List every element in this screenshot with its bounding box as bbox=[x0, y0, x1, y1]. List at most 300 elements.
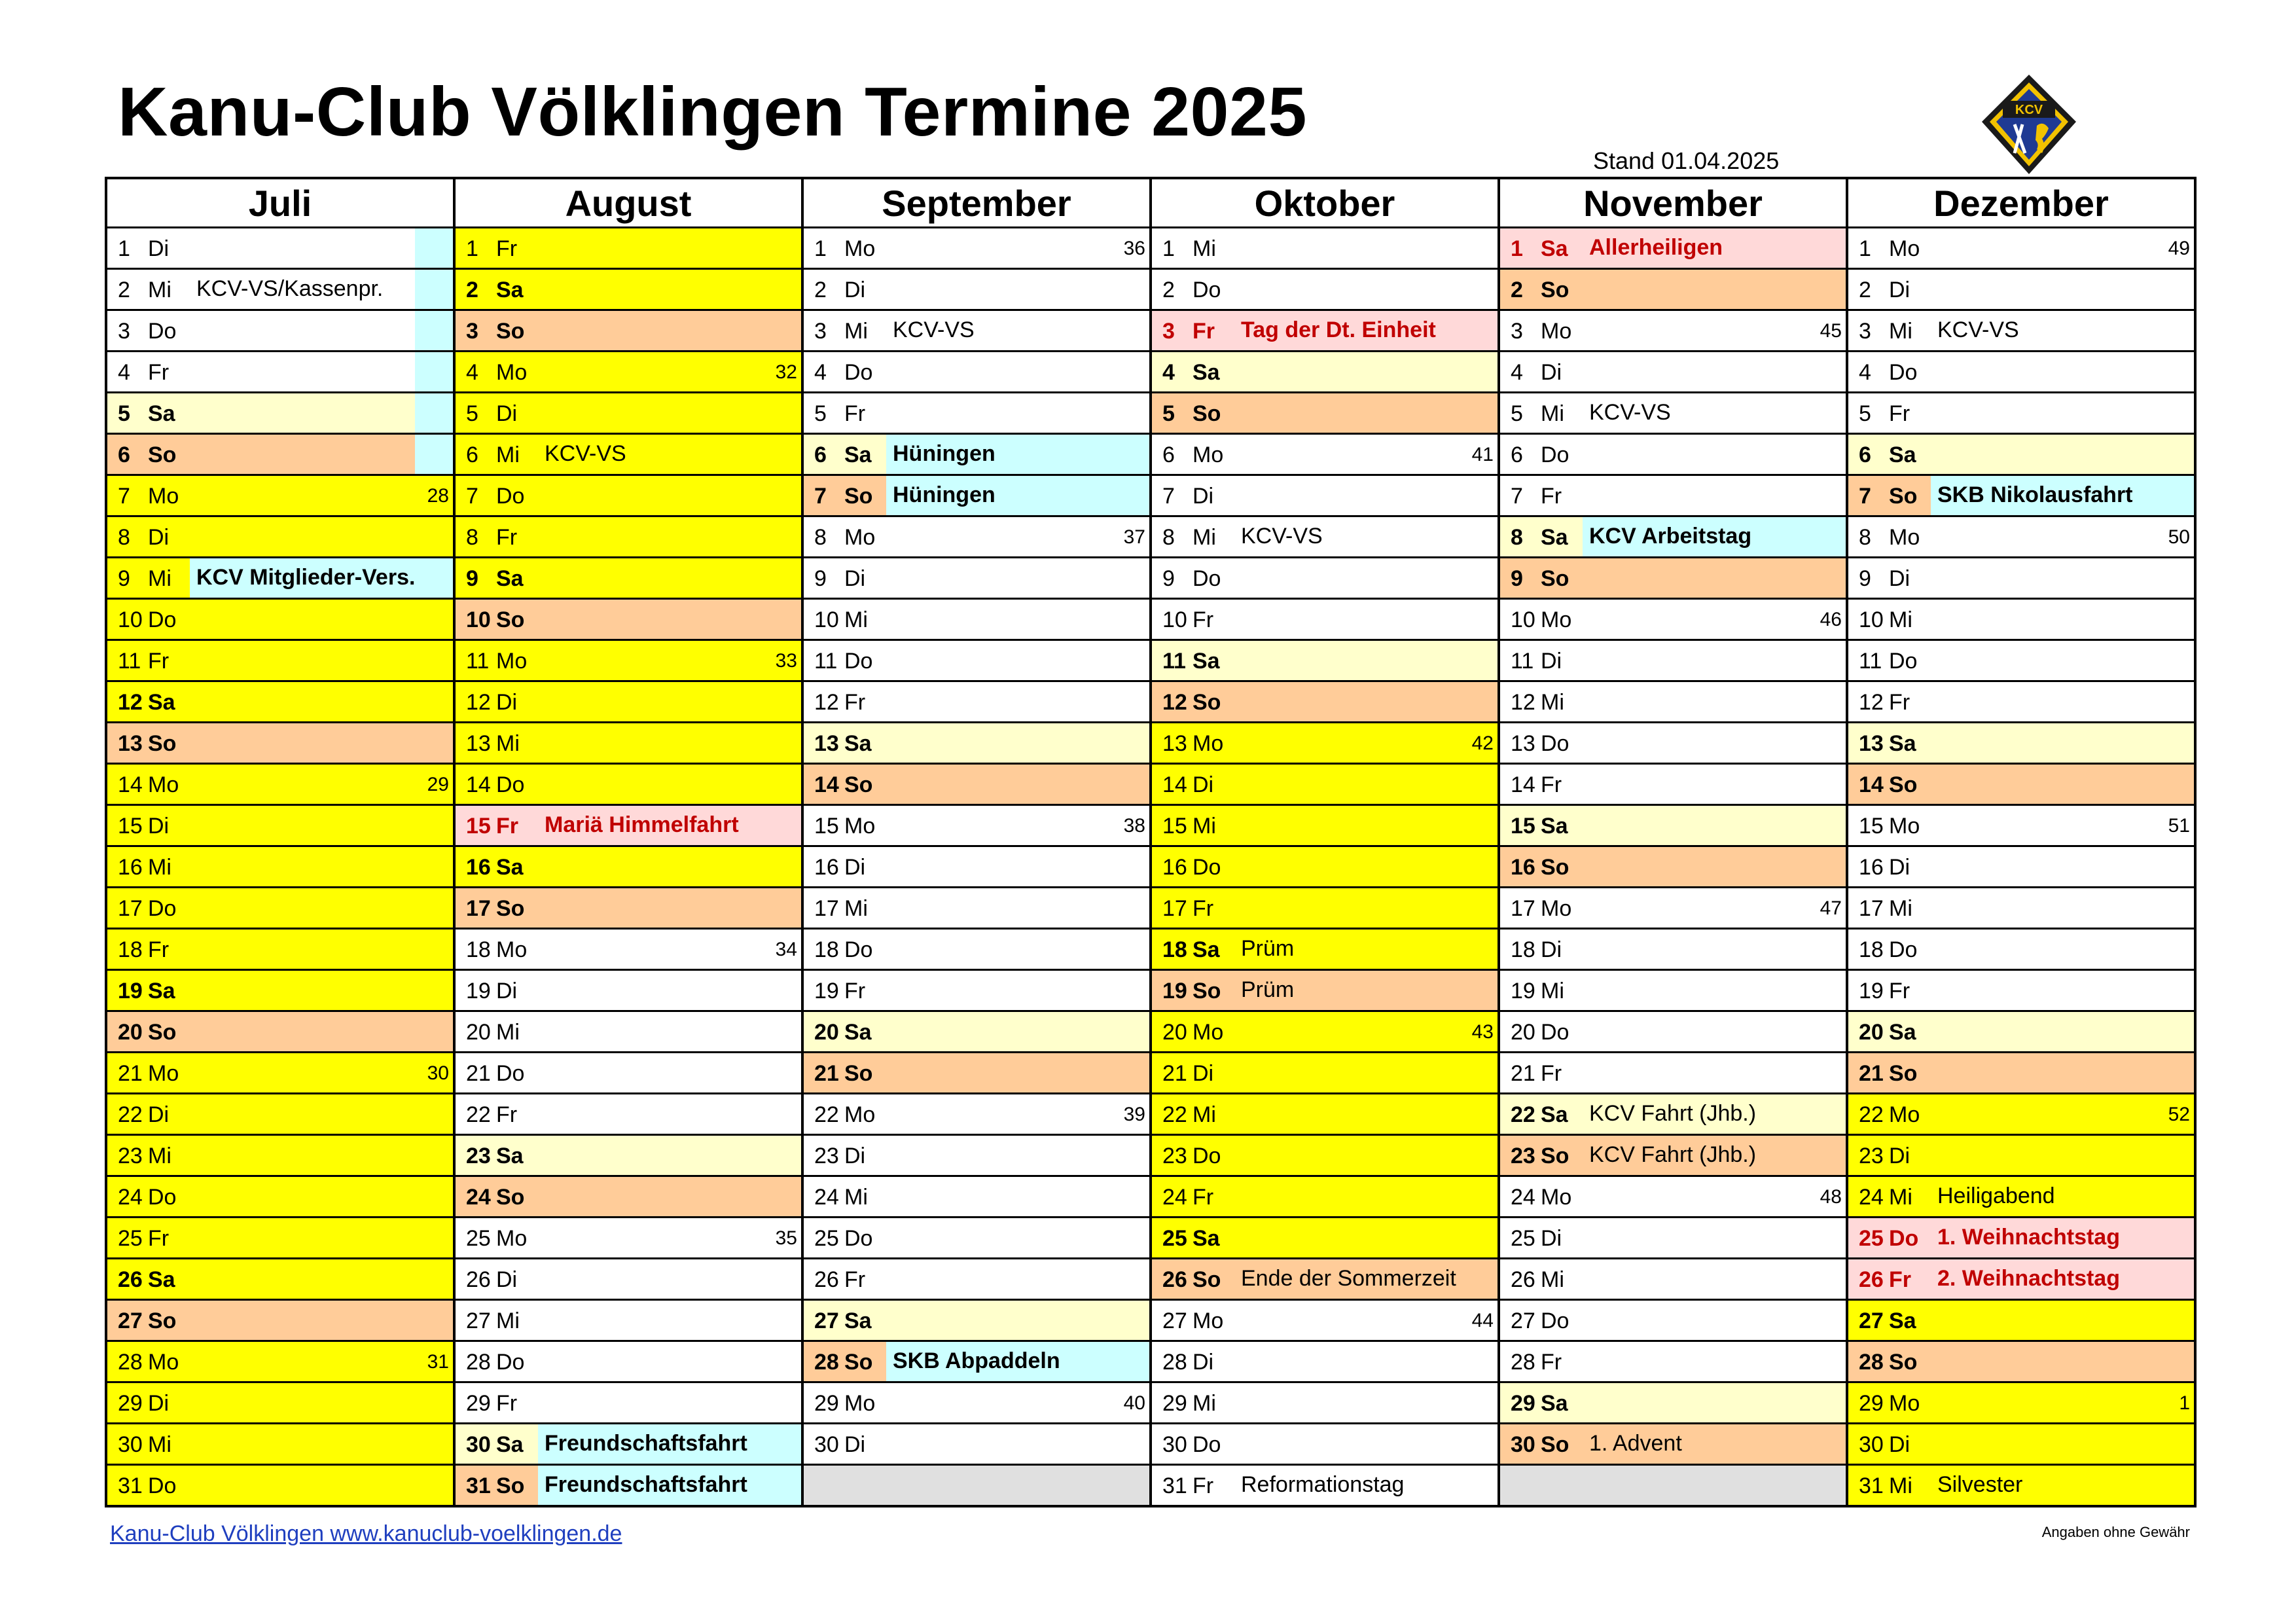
week-number: 50 bbox=[2168, 526, 2190, 548]
day-number: 21 bbox=[1511, 1061, 1535, 1086]
day-cell[interactable] bbox=[106, 888, 454, 929]
day-row bbox=[106, 228, 2195, 269]
day-cell[interactable] bbox=[1499, 1259, 1847, 1300]
day-cell[interactable] bbox=[1151, 475, 1499, 516]
day-number: 15 bbox=[1511, 814, 1535, 839]
day-cell[interactable] bbox=[1499, 558, 1847, 599]
event-label: KCV-VS bbox=[1589, 400, 1671, 425]
calendar-table bbox=[105, 177, 2197, 1507]
week-number: 48 bbox=[1820, 1186, 1842, 1208]
day-number: 26 bbox=[814, 1267, 839, 1292]
day-row bbox=[106, 1053, 2195, 1094]
event-label: KCV-VS bbox=[1241, 524, 1323, 549]
day-number: 24 bbox=[1859, 1185, 1884, 1210]
day-cell[interactable] bbox=[1151, 558, 1499, 599]
day-cell[interactable] bbox=[1847, 228, 2195, 269]
day-cell[interactable] bbox=[1151, 970, 1499, 1011]
weekday-label: So bbox=[1193, 1267, 1221, 1292]
day-number: 3 bbox=[1162, 319, 1175, 344]
day-number: 24 bbox=[1511, 1185, 1535, 1210]
day-cell[interactable] bbox=[106, 640, 454, 681]
day-cell[interactable] bbox=[106, 929, 454, 970]
day-number: 7 bbox=[1162, 484, 1175, 509]
day-cell[interactable] bbox=[1151, 269, 1499, 310]
day-cell[interactable] bbox=[802, 888, 1151, 929]
day-cell[interactable] bbox=[106, 1011, 454, 1053]
day-cell[interactable] bbox=[106, 269, 454, 310]
weekday-label: Mi bbox=[496, 442, 520, 467]
weekday-label: Mo bbox=[1541, 1185, 1572, 1210]
day-number: 21 bbox=[1859, 1061, 1884, 1086]
day-number: 3 bbox=[814, 319, 827, 344]
day-cell[interactable] bbox=[802, 846, 1151, 888]
day-cell[interactable] bbox=[454, 640, 802, 681]
weekday-label: Fr bbox=[1889, 690, 1910, 715]
day-cell[interactable] bbox=[1499, 888, 1847, 929]
day-cell[interactable] bbox=[1151, 1465, 1499, 1507]
day-number: 29 bbox=[1162, 1391, 1187, 1416]
weekday-label: Mo bbox=[844, 236, 876, 261]
day-number: 5 bbox=[118, 401, 130, 426]
day-cell[interactable] bbox=[1151, 1424, 1499, 1465]
day-cell[interactable] bbox=[454, 970, 802, 1011]
footer-link[interactable]: Kanu-Club Völklingen www.kanuclub-voelklingen.de bbox=[110, 1521, 622, 1546]
day-cell[interactable] bbox=[106, 846, 454, 888]
kcv-shield-logo bbox=[1977, 72, 2081, 177]
day-number: 27 bbox=[466, 1308, 491, 1333]
day-cell[interactable] bbox=[802, 1341, 1151, 1382]
weekday-label: Mo bbox=[1193, 1020, 1224, 1045]
day-cell[interactable] bbox=[106, 970, 454, 1011]
day-cell[interactable] bbox=[1499, 764, 1847, 805]
day-cell[interactable] bbox=[1847, 1300, 2195, 1341]
weekday-label: Fr bbox=[1889, 979, 1910, 1003]
day-cell[interactable] bbox=[1847, 1011, 2195, 1053]
day-cell[interactable] bbox=[1151, 1053, 1499, 1094]
day-cell[interactable] bbox=[454, 1218, 802, 1259]
day-cell[interactable] bbox=[802, 1424, 1151, 1465]
day-cell[interactable] bbox=[1847, 393, 2195, 434]
day-cell[interactable] bbox=[454, 1465, 802, 1507]
day-number: 16 bbox=[814, 855, 839, 880]
day-number: 18 bbox=[466, 937, 491, 962]
day-cell[interactable] bbox=[106, 516, 454, 558]
day-cell[interactable] bbox=[106, 475, 454, 516]
day-cell[interactable] bbox=[454, 434, 802, 475]
day-cell[interactable] bbox=[802, 1176, 1151, 1218]
weekday-label: Sa bbox=[496, 855, 524, 880]
day-cell[interactable] bbox=[1151, 929, 1499, 970]
day-number: 5 bbox=[1859, 401, 1871, 426]
day-cell[interactable] bbox=[1151, 764, 1499, 805]
day-row bbox=[106, 1011, 2195, 1053]
day-cell[interactable] bbox=[454, 269, 802, 310]
day-cell[interactable] bbox=[1151, 516, 1499, 558]
day-cell[interactable] bbox=[454, 805, 802, 846]
day-cell[interactable] bbox=[802, 681, 1151, 723]
day-cell[interactable] bbox=[1499, 1135, 1847, 1176]
weekday-label: Mo bbox=[1193, 731, 1224, 756]
day-cell[interactable] bbox=[1847, 1176, 2195, 1218]
weekday-label: Fr bbox=[844, 401, 866, 426]
day-cell[interactable] bbox=[106, 805, 454, 846]
day-number: 3 bbox=[1511, 319, 1523, 344]
day-number: 1 bbox=[1859, 236, 1871, 261]
day-cell[interactable] bbox=[454, 1135, 802, 1176]
day-cell[interactable] bbox=[454, 723, 802, 764]
day-cell[interactable] bbox=[1847, 681, 2195, 723]
weekday-label: Mo bbox=[496, 649, 528, 674]
day-cell[interactable] bbox=[1151, 310, 1499, 352]
day-cell[interactable] bbox=[106, 1341, 454, 1382]
day-cell[interactable] bbox=[1151, 1011, 1499, 1053]
weekday-label: Mi bbox=[844, 896, 868, 921]
day-number: 22 bbox=[1162, 1102, 1187, 1127]
day-cell[interactable] bbox=[1847, 970, 2195, 1011]
weekday-label: Fr bbox=[1541, 1061, 1562, 1086]
day-cell[interactable] bbox=[1499, 846, 1847, 888]
weekday-label: Mi bbox=[496, 731, 520, 756]
event-label: SKB Abpaddeln bbox=[893, 1348, 1060, 1373]
day-cell[interactable] bbox=[1151, 640, 1499, 681]
day-number: 8 bbox=[1859, 525, 1871, 550]
day-row bbox=[106, 970, 2195, 1011]
event-strip bbox=[415, 352, 453, 391]
event-strip bbox=[415, 311, 453, 350]
weekday-label: Di bbox=[496, 690, 518, 715]
day-number: 10 bbox=[1511, 607, 1535, 632]
weekday-label: Mo bbox=[1193, 1308, 1224, 1333]
day-cell[interactable] bbox=[1847, 434, 2195, 475]
day-cell[interactable] bbox=[1847, 846, 2195, 888]
week-number: 51 bbox=[2168, 815, 2190, 837]
day-cell[interactable] bbox=[1151, 846, 1499, 888]
day-cell[interactable] bbox=[106, 1135, 454, 1176]
day-cell[interactable] bbox=[454, 558, 802, 599]
day-cell[interactable] bbox=[1847, 516, 2195, 558]
day-cell[interactable] bbox=[802, 228, 1151, 269]
day-cell[interactable] bbox=[1847, 640, 2195, 681]
day-number: 8 bbox=[1162, 525, 1175, 550]
day-cell[interactable] bbox=[454, 228, 802, 269]
day-cell[interactable] bbox=[802, 723, 1151, 764]
day-cell[interactable] bbox=[106, 1053, 454, 1094]
day-cell[interactable] bbox=[802, 599, 1151, 640]
week-number: 45 bbox=[1820, 320, 1842, 342]
day-cell[interactable] bbox=[1847, 1094, 2195, 1135]
day-number: 24 bbox=[466, 1185, 491, 1210]
day-cell[interactable] bbox=[802, 1218, 1151, 1259]
day-cell[interactable] bbox=[454, 1053, 802, 1094]
day-cell[interactable] bbox=[1847, 1382, 2195, 1424]
day-cell[interactable] bbox=[106, 1259, 454, 1300]
day-cell[interactable] bbox=[802, 764, 1151, 805]
weekday-label: Do bbox=[1541, 731, 1570, 756]
day-cell[interactable] bbox=[1847, 475, 2195, 516]
weekday-label: Do bbox=[496, 484, 525, 509]
day-number: 12 bbox=[466, 690, 491, 715]
weekday-label: Sa bbox=[1889, 1308, 1916, 1333]
day-cell[interactable] bbox=[802, 352, 1151, 393]
day-cell[interactable] bbox=[1499, 599, 1847, 640]
day-cell[interactable] bbox=[1151, 228, 1499, 269]
day-cell[interactable] bbox=[1847, 352, 2195, 393]
event-label: KCV-VS bbox=[1937, 317, 2019, 342]
day-cell[interactable] bbox=[454, 599, 802, 640]
day-cell[interactable] bbox=[454, 352, 802, 393]
day-cell[interactable] bbox=[1847, 723, 2195, 764]
day-cell[interactable] bbox=[802, 929, 1151, 970]
day-cell[interactable] bbox=[454, 475, 802, 516]
weekday-label: So bbox=[148, 442, 177, 467]
weekday-label: Do bbox=[844, 937, 873, 962]
day-number: 26 bbox=[118, 1267, 143, 1292]
day-cell[interactable] bbox=[1499, 434, 1847, 475]
day-cell[interactable] bbox=[1499, 805, 1847, 846]
day-cell[interactable] bbox=[1847, 888, 2195, 929]
weekday-label: Di bbox=[844, 278, 866, 302]
day-cell[interactable] bbox=[802, 1259, 1151, 1300]
day-number: 10 bbox=[814, 607, 839, 632]
day-cell[interactable] bbox=[1499, 1218, 1847, 1259]
week-number: 46 bbox=[1820, 609, 1842, 630]
day-cell[interactable] bbox=[1151, 1094, 1499, 1135]
day-cell[interactable] bbox=[1151, 888, 1499, 929]
day-cell[interactable] bbox=[106, 1176, 454, 1218]
day-number: 8 bbox=[118, 525, 130, 550]
day-cell[interactable] bbox=[1499, 929, 1847, 970]
day-cell[interactable] bbox=[1847, 764, 2195, 805]
day-number: 27 bbox=[814, 1308, 839, 1333]
day-cell[interactable] bbox=[1499, 352, 1847, 393]
day-cell[interactable] bbox=[802, 1135, 1151, 1176]
day-cell[interactable] bbox=[1499, 1382, 1847, 1424]
day-row bbox=[106, 1176, 2195, 1218]
day-cell[interactable] bbox=[106, 1300, 454, 1341]
day-number: 6 bbox=[814, 442, 827, 467]
event-label: Ende der Sommerzeit bbox=[1241, 1266, 1456, 1291]
day-number: 8 bbox=[1511, 525, 1523, 550]
event-label: KCV Fahrt (Jhb.) bbox=[1589, 1142, 1757, 1167]
day-cell[interactable] bbox=[1847, 599, 2195, 640]
day-number: 14 bbox=[1162, 772, 1187, 797]
month-header-september: September bbox=[802, 178, 1151, 228]
day-cell[interactable] bbox=[454, 1382, 802, 1424]
weekday-label: Mo bbox=[1541, 896, 1572, 921]
weekday-label: Mi bbox=[148, 566, 171, 591]
day-cell[interactable] bbox=[106, 352, 454, 393]
day-cell[interactable] bbox=[454, 1011, 802, 1053]
day-cell[interactable] bbox=[1847, 1135, 2195, 1176]
weekday-label: Sa bbox=[496, 278, 524, 302]
day-cell[interactable] bbox=[1499, 228, 1847, 269]
day-cell[interactable] bbox=[106, 310, 454, 352]
day-cell[interactable] bbox=[106, 1382, 454, 1424]
day-cell[interactable] bbox=[106, 393, 454, 434]
day-cell[interactable] bbox=[106, 723, 454, 764]
day-row bbox=[106, 475, 2195, 516]
day-row bbox=[106, 558, 2195, 599]
day-number: 23 bbox=[814, 1144, 839, 1168]
day-row bbox=[106, 805, 2195, 846]
day-cell[interactable] bbox=[802, 1094, 1151, 1135]
day-cell[interactable] bbox=[1847, 269, 2195, 310]
day-cell[interactable] bbox=[1847, 1424, 2195, 1465]
day-cell[interactable] bbox=[1499, 310, 1847, 352]
day-cell[interactable] bbox=[1151, 434, 1499, 475]
day-cell[interactable] bbox=[106, 434, 454, 475]
day-cell[interactable] bbox=[1499, 1424, 1847, 1465]
day-cell[interactable] bbox=[454, 1341, 802, 1382]
weekday-label: Di bbox=[1541, 1226, 1562, 1251]
weekday-label: Fr bbox=[148, 1226, 170, 1251]
weekday-label: Fr bbox=[496, 236, 518, 261]
day-number: 16 bbox=[466, 855, 491, 880]
day-cell[interactable] bbox=[1151, 1135, 1499, 1176]
day-cell[interactable] bbox=[454, 1424, 802, 1465]
day-cell[interactable] bbox=[1151, 599, 1499, 640]
day-cell[interactable] bbox=[106, 599, 454, 640]
day-cell[interactable] bbox=[1847, 1465, 2195, 1507]
day-cell[interactable] bbox=[454, 929, 802, 970]
event-label: Heiligabend bbox=[1937, 1183, 2055, 1208]
day-cell[interactable] bbox=[106, 1465, 454, 1507]
day-cell[interactable] bbox=[802, 269, 1151, 310]
day-cell[interactable] bbox=[802, 434, 1151, 475]
day-cell[interactable] bbox=[1499, 1300, 1847, 1341]
day-cell[interactable] bbox=[1847, 558, 2195, 599]
day-cell[interactable] bbox=[454, 846, 802, 888]
weekday-label: Mi bbox=[1541, 979, 1564, 1003]
day-cell[interactable] bbox=[1151, 723, 1499, 764]
day-cell[interactable] bbox=[1499, 1341, 1847, 1382]
weekday-label: Mo bbox=[844, 525, 876, 550]
day-number: 30 bbox=[1162, 1432, 1187, 1457]
day-cell[interactable] bbox=[454, 1176, 802, 1218]
day-number: 28 bbox=[1162, 1350, 1187, 1375]
day-cell[interactable] bbox=[106, 1094, 454, 1135]
day-cell[interactable] bbox=[1499, 640, 1847, 681]
day-cell[interactable] bbox=[454, 1259, 802, 1300]
day-cell[interactable] bbox=[1499, 393, 1847, 434]
day-number: 23 bbox=[1859, 1144, 1884, 1168]
weekday-label: Di bbox=[1541, 360, 1562, 385]
day-number: 22 bbox=[466, 1102, 491, 1127]
weekday-label: Mo bbox=[496, 1226, 528, 1251]
day-cell[interactable] bbox=[106, 558, 454, 599]
day-cell[interactable] bbox=[106, 1218, 454, 1259]
day-cell[interactable] bbox=[454, 310, 802, 352]
day-number: 3 bbox=[466, 319, 478, 344]
day-cell[interactable] bbox=[802, 970, 1151, 1011]
day-cell[interactable] bbox=[1151, 1259, 1499, 1300]
day-cell[interactable] bbox=[1151, 1341, 1499, 1382]
day-cell[interactable] bbox=[1151, 1176, 1499, 1218]
day-cell[interactable] bbox=[802, 1011, 1151, 1053]
day-row bbox=[106, 681, 2195, 723]
day-number: 26 bbox=[1511, 1267, 1535, 1292]
week-number: 43 bbox=[1471, 1021, 1494, 1043]
day-cell[interactable] bbox=[802, 640, 1151, 681]
day-cell[interactable] bbox=[802, 1300, 1151, 1341]
day-cell[interactable] bbox=[1151, 352, 1499, 393]
weekday-label: Sa bbox=[844, 1308, 872, 1333]
day-number: 7 bbox=[466, 484, 478, 509]
day-cell[interactable] bbox=[1499, 475, 1847, 516]
day-cell[interactable] bbox=[1847, 805, 2195, 846]
day-cell[interactable] bbox=[1151, 805, 1499, 846]
day-cell[interactable] bbox=[1499, 681, 1847, 723]
day-cell[interactable] bbox=[1151, 1382, 1499, 1424]
day-cell[interactable] bbox=[106, 1424, 454, 1465]
day-cell[interactable] bbox=[802, 310, 1151, 352]
day-cell[interactable] bbox=[802, 558, 1151, 599]
day-cell[interactable] bbox=[1151, 1218, 1499, 1259]
day-cell[interactable] bbox=[106, 228, 454, 269]
day-number: 24 bbox=[814, 1185, 839, 1210]
weekday-label: Do bbox=[1541, 1308, 1570, 1333]
day-number: 27 bbox=[1859, 1308, 1884, 1333]
day-cell[interactable] bbox=[1499, 516, 1847, 558]
day-cell[interactable] bbox=[1847, 310, 2195, 352]
day-cell[interactable] bbox=[454, 681, 802, 723]
day-cell[interactable] bbox=[1847, 929, 2195, 970]
day-cell[interactable] bbox=[1151, 681, 1499, 723]
weekday-label: Di bbox=[148, 1102, 170, 1127]
day-cell[interactable] bbox=[1847, 1341, 2195, 1382]
day-number: 15 bbox=[814, 814, 839, 839]
day-row bbox=[106, 1259, 2195, 1300]
day-cell[interactable] bbox=[802, 805, 1151, 846]
day-cell[interactable] bbox=[454, 764, 802, 805]
day-row bbox=[106, 929, 2195, 970]
day-cell[interactable] bbox=[1499, 970, 1847, 1011]
day-cell[interactable] bbox=[454, 516, 802, 558]
day-row bbox=[106, 1341, 2195, 1382]
day-cell[interactable] bbox=[802, 393, 1151, 434]
day-cell[interactable] bbox=[106, 681, 454, 723]
day-cell[interactable] bbox=[1499, 1176, 1847, 1218]
day-cell[interactable] bbox=[1499, 1094, 1847, 1135]
day-cell[interactable] bbox=[454, 888, 802, 929]
day-number: 13 bbox=[1162, 731, 1187, 756]
weekday-label: Sa bbox=[496, 566, 524, 591]
day-cell[interactable] bbox=[106, 764, 454, 805]
weekday-label: Fr bbox=[148, 649, 170, 674]
day-cell[interactable] bbox=[1499, 723, 1847, 764]
day-cell[interactable] bbox=[1499, 1465, 1847, 1507]
day-cell[interactable] bbox=[802, 516, 1151, 558]
day-cell[interactable] bbox=[454, 1300, 802, 1341]
weekday-label: Di bbox=[844, 566, 866, 591]
day-cell[interactable] bbox=[1847, 1259, 2195, 1300]
day-cell[interactable] bbox=[802, 1465, 1151, 1507]
day-cell[interactable] bbox=[454, 1094, 802, 1135]
day-cell[interactable] bbox=[1151, 393, 1499, 434]
day-cell[interactable] bbox=[802, 1382, 1151, 1424]
day-cell[interactable] bbox=[454, 393, 802, 434]
day-cell[interactable] bbox=[1499, 1053, 1847, 1094]
day-cell[interactable] bbox=[802, 1053, 1151, 1094]
day-cell[interactable] bbox=[1847, 1053, 2195, 1094]
day-row bbox=[106, 640, 2195, 681]
day-cell[interactable] bbox=[1151, 1300, 1499, 1341]
day-cell[interactable] bbox=[1847, 1218, 2195, 1259]
day-cell[interactable] bbox=[1499, 1011, 1847, 1053]
day-number: 11 bbox=[1511, 649, 1534, 674]
day-cell[interactable] bbox=[1499, 269, 1847, 310]
day-cell[interactable] bbox=[802, 475, 1151, 516]
